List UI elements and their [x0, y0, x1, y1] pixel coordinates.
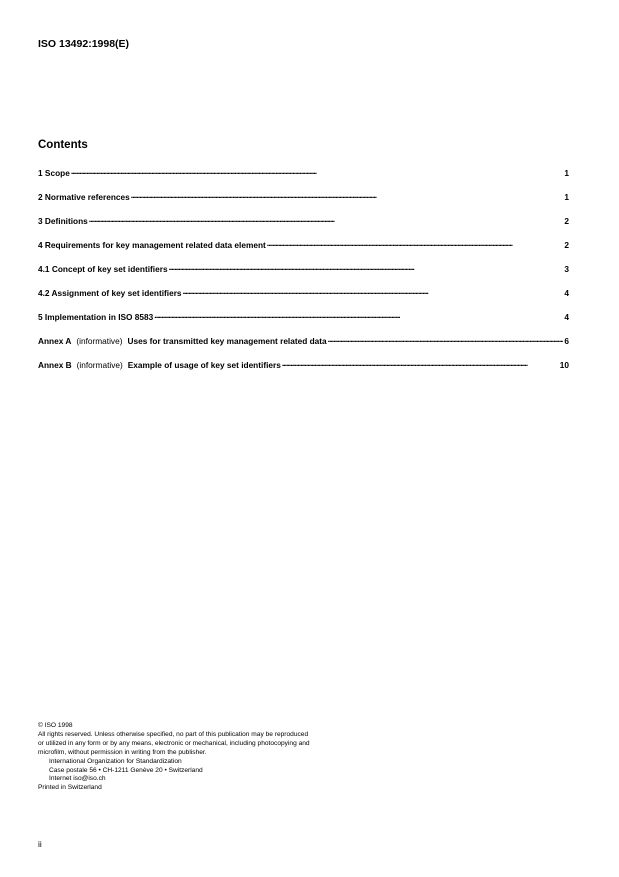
- dot-leader: [183, 287, 564, 296]
- rights-line-3: microfilm, without permission in writing from the publisher.: [38, 748, 207, 756]
- toc-entry-label: 4.2 Assignment of key set identifiers: [38, 288, 182, 298]
- dot-leader: [267, 239, 564, 248]
- toc-entry-requirements[interactable]: [38, 239, 569, 263]
- copyright-notice: © ISO 1998: [38, 722, 73, 729]
- copyright-block: [38, 722, 310, 793]
- toc-entry-page: 6: [564, 336, 569, 346]
- dot-leader: [169, 263, 564, 272]
- toc-entry-scope[interactable]: [38, 167, 569, 191]
- org-internet: Internet iso@iso.ch: [49, 775, 106, 783]
- toc-entry-label: 5 Implementation in ISO 8583: [38, 312, 154, 322]
- toc-entry-page: 2: [564, 240, 569, 250]
- toc-entry-page: 3: [564, 264, 569, 274]
- toc-entry-assignment-key-set[interactable]: [38, 287, 569, 311]
- contents-title: Contents: [38, 139, 88, 151]
- dot-leader: [282, 359, 559, 368]
- dot-leader: [71, 167, 564, 176]
- toc-entry-annex-b[interactable]: [38, 359, 569, 383]
- annex-label: Annex A: [38, 336, 72, 346]
- dot-leader: [154, 311, 563, 320]
- toc-entry-page: 4: [564, 288, 569, 298]
- toc-entry-page: 4: [564, 312, 569, 322]
- annex-type: (informative): [76, 336, 123, 346]
- annex-label: Annex B: [38, 360, 72, 370]
- toc-entry-normative-references[interactable]: [38, 191, 569, 215]
- page-number: ii: [38, 839, 42, 849]
- toc-entry-annex-a[interactable]: [38, 335, 569, 359]
- toc-entry-label: 4.1 Concept of key set identifiers: [38, 264, 168, 274]
- rights-line-1: All rights reserved. Unless otherwise specified, no part of this publication may be reproduced: [38, 730, 309, 738]
- printed-in: Printed in Switzerland: [38, 784, 102, 792]
- dot-leader: [328, 335, 564, 344]
- toc-entry-page: 10: [559, 360, 569, 370]
- toc-entry-label: 2 Normative references: [38, 192, 130, 202]
- toc-entry-concept-key-set[interactable]: [38, 263, 569, 287]
- org-address: Case postale 56 • CH-1211 Genève 20 • Switzerland: [49, 766, 203, 774]
- org-name: International Organization for Standardization: [49, 757, 182, 765]
- dot-leader: [89, 215, 564, 224]
- toc-entry-implementation[interactable]: [38, 311, 569, 335]
- document-header: ISO 13492:1998(E): [38, 38, 130, 50]
- toc-entry-label: 1 Scope: [38, 168, 70, 178]
- dot-leader: [131, 191, 564, 200]
- table-of-contents: [38, 167, 569, 383]
- toc-entry-page: 1: [564, 168, 569, 178]
- toc-entry-label: Example of usage of key set identifiers: [127, 360, 281, 370]
- toc-entry-label: Uses for transmitted key management related data: [127, 336, 327, 346]
- toc-entry-label: 3 Definitions: [38, 216, 88, 226]
- annex-type: (informative): [76, 360, 123, 370]
- toc-entry-page: 1: [564, 192, 569, 202]
- toc-entry-label: 4 Requirements for key management related data element: [38, 240, 266, 250]
- rights-line-2: or utilized in any form or by any means, electronic or mechanical, including photocopying and: [38, 739, 310, 747]
- toc-entry-definitions[interactable]: [38, 215, 569, 239]
- toc-entry-page: 2: [564, 216, 569, 226]
